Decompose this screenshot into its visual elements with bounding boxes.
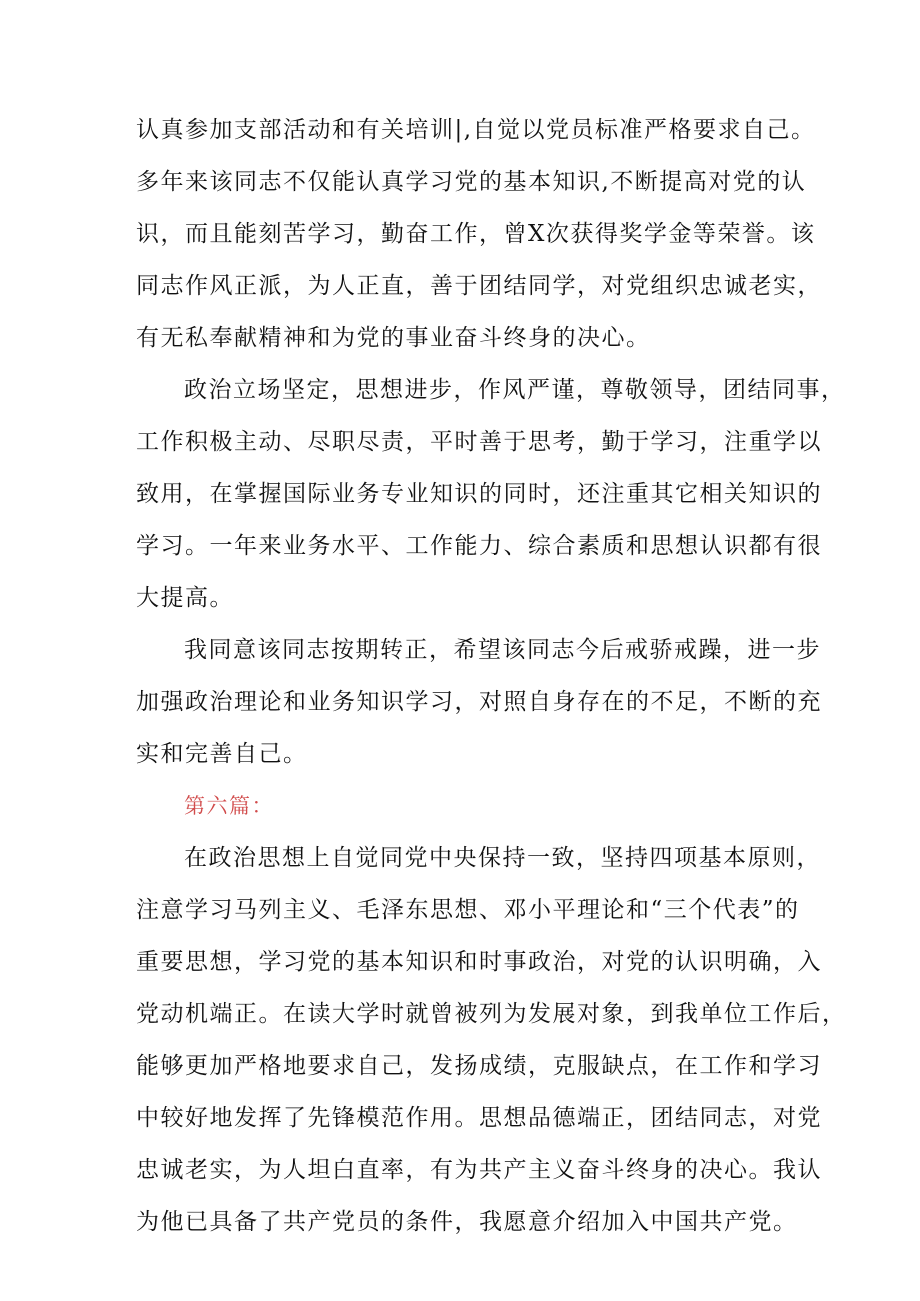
paragraph-2-line-2: 工作积极主动、尽职尽责，平时善于思考，勤于学习，注重学以 [136,429,822,455]
paragraph-1-line-4: 同志作风正派，为人正直，善于团结同学，对党组织忠诚老实， [136,273,822,299]
paragraph-3-line-2: 加强政治理论和业务知识学习，对照自身存在的不足，不断的充 [136,689,822,715]
paragraph-2-line-1: 政治立场坚定，思想进步，作风严谨，尊敬领导，团结同事， [184,377,846,403]
paragraph-3-line-3: 实和完善自己。 [136,741,308,767]
paragraph-2-line-5: 大提高。 [136,585,234,611]
paragraph-4-line-5: 能够更加严格地要求自己，发扬成绩，克服缺点，在工作和学习 [136,1053,822,1079]
paragraph-4-line-7: 忠诚老实，为人坦白直率，有为共产主义奋斗终身的决心。我认 [136,1157,822,1183]
paragraph-3-line-1: 我同意该同志按期转正，希望该同志今后戒骄戒躁，进一步 [184,637,821,663]
section-heading: 第六篇： [184,794,274,818]
paragraph-2-line-3: 致用，在掌握国际业务专业知识的同时，还注重其它相关知识的 [136,481,822,507]
paragraph-4-line-8: 为他已具备了共产党员的条件，我愿意介绍加入中国共产党。 [136,1209,798,1235]
paragraph-1-line-3: 识，而且能刻苦学习，勤奋工作，曾X次获得奖学金等荣誉。该 [136,221,816,247]
paragraph-4-line-6: 中较好地发挥了先锋模范作用。思想品德端正，团结同志，对党 [136,1105,822,1131]
paragraph-4-line-4: 党动机端正。在读大学时就曾被列为发展对象，到我单位工作后， [136,1001,847,1027]
paragraph-4-line-3: 重要思想，学习党的基本知识和时事政治，对党的认识明确，入 [136,949,822,975]
paragraph-1-line-1: 认真参加支部活动和有关培训|,自觉以党员标准严格要求自己。 [136,117,816,143]
paragraph-2-line-4: 学习。一年来业务水平、工作能力、综合素质和思想认识都有很 [136,533,822,559]
paragraph-4-line-2: 注意学习马列主义、毛泽东思想、邓小平理论和“三个代表”的 [136,897,800,923]
paragraph-1-line-2: 多年来该同志不仅能认真学习党的基本知识,不断提高对党的认 [136,169,807,195]
paragraph-4-line-1: 在政治思想上自觉同党中央保持一致，坚持四项基本原则， [184,845,821,871]
paragraph-1-line-5: 有无私奉献精神和为党的事业奋斗终身的决心。 [136,325,651,351]
